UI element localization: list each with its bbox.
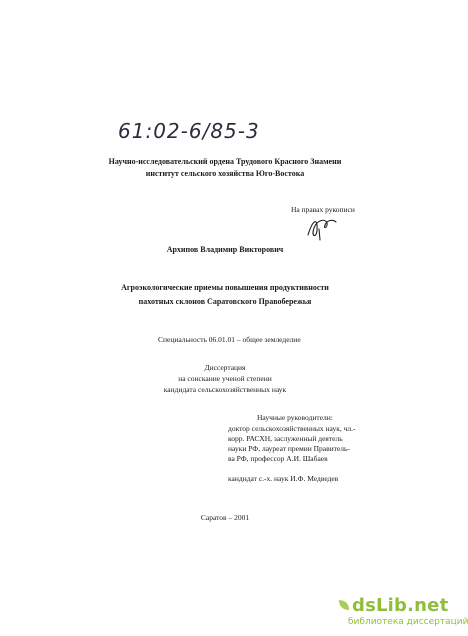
institution-line-2: институт сельского хозяйства Юго-Востока [145, 169, 305, 178]
watermark-logo-text: dsLib.net [352, 595, 449, 616]
degree-line-1: Диссертация [204, 363, 246, 372]
degree-line-2: на соискание ученой степени [178, 374, 272, 383]
city-year: Саратов – 2001 [200, 513, 250, 522]
manuscript-rights-note: На правах рукописи [291, 205, 355, 214]
supervisors-label: Научные руководители: [257, 413, 333, 422]
watermark-tagline: библиотека диссертаций [348, 617, 468, 627]
supervisor-line: ва РФ, профессор А.И. Шабаев [228, 454, 328, 463]
supervisor-line: доктор сельскохозяйственных наук, чл.- [228, 424, 356, 433]
handwritten-catalog-code: 61:02-6/85-3 [118, 119, 260, 143]
dissertation-title-line-1: Агроэкологические приемы повышения продуктивности [121, 283, 329, 292]
supervisor-line: науки РФ, лауреат премии Правитель- [228, 444, 350, 453]
watermark-logo-icon [337, 598, 351, 612]
dissertation-title-line-2: пахотных склонов Саратовского Правобережья [138, 297, 312, 306]
signature-icon [305, 213, 341, 241]
institution-line-1: Научно-исследовательский ордена Трудового Красного Знамени [108, 157, 342, 166]
degree-line-3: кандидата сельскохозяйственных наук [163, 385, 287, 394]
author-name: Архипов Владимир Викторович [166, 245, 284, 254]
watermark-logo[interactable] [352, 596, 448, 616]
specialty-line: Специальность 06.01.01 – общее земледелие [158, 335, 301, 344]
supervisor-line: корр. РАСХН, заслуженный деятель [228, 434, 343, 443]
co-supervisor: кандидат с.-х. наук И.Ф. Медведев [228, 474, 339, 483]
